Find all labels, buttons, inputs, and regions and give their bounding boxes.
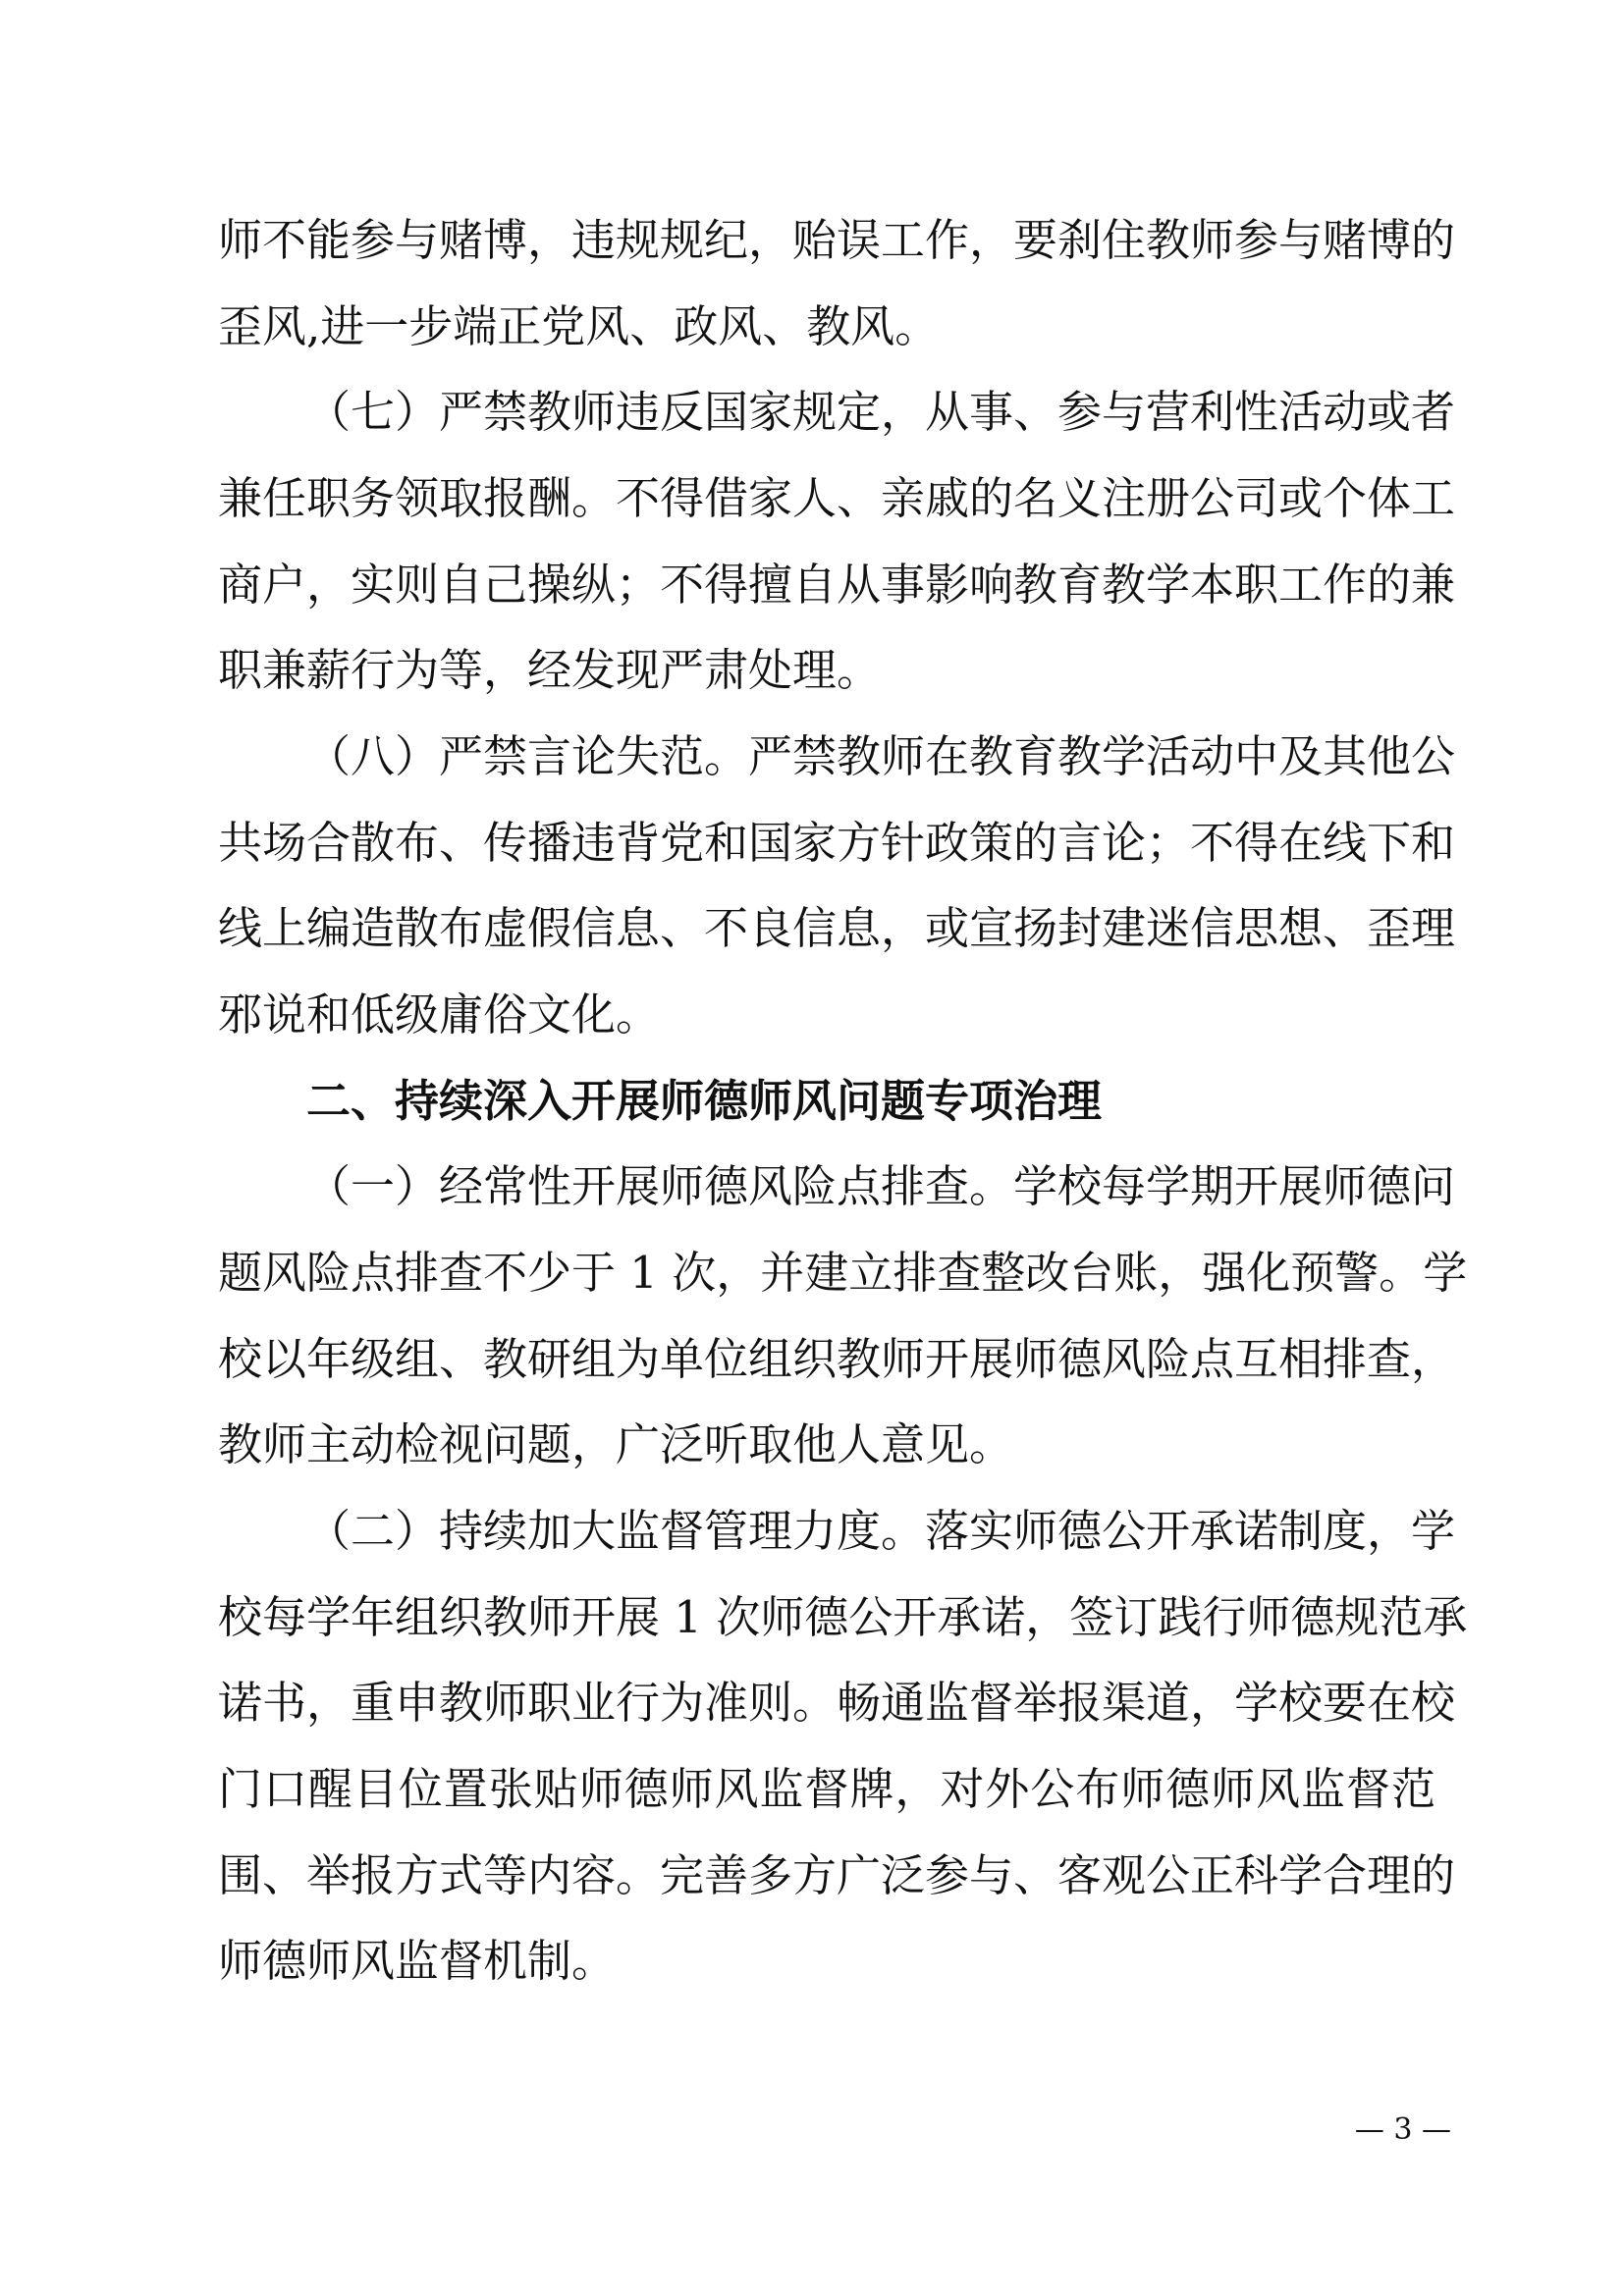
- paragraph-line: 教师主动检视问题，广泛听取他人意见。: [218, 1418, 1014, 1470]
- paragraph-line: 围、举报方式等内容。完善多方广泛参与、客观公正科学合理的: [218, 1849, 1456, 1901]
- paragraph-line: 共场合散布、传播违背党和国家方针政策的言论；不得在线下和: [218, 817, 1456, 869]
- paragraph-line: 兼任职务领取报酬。不得借家人、亲戚的名义注册公司或个体工: [218, 472, 1456, 524]
- page-number: — 3 —: [1354, 2112, 1451, 2147]
- paragraph-line: 诺书，重申教师职业行为准则。畅通监督举报渠道，学校要在校: [218, 1677, 1456, 1729]
- paragraph-line: 线上编造散布虚假信息、不良信息，或宣扬封建迷信思想、歪理: [218, 902, 1456, 954]
- paragraph-line: 校每学年组织教师开展 1 次师德公开承诺，签订践行师德规范承: [218, 1591, 1468, 1643]
- paragraph-line: （七）严禁教师违反国家规定，从事、参与营利性活动或者: [306, 386, 1456, 438]
- paragraph-line: 师德师风监督机制。: [218, 1935, 617, 1987]
- paragraph-line: 题风险点排查不少于 1 次，并建立排查整改台账，强化预警。学: [218, 1247, 1468, 1299]
- paragraph-line: 门口醒目位置张贴师德师风监督牌，对外公布师德师风监督范: [218, 1763, 1435, 1815]
- paragraph-line: （八）严禁言论失范。严禁教师在教育教学活动中及其他公: [306, 730, 1456, 782]
- paragraph-line: 职兼薪行为等，经发现严肃处理。: [218, 644, 882, 696]
- paragraph-line: 商户，实则自己操纵；不得擅自从事影响教育教学本职工作的兼: [218, 559, 1456, 611]
- section-heading: 二、持续深入开展师德师风问题专项治理: [306, 1075, 1103, 1127]
- paragraph-line: 邪说和低级庸俗文化。: [218, 988, 661, 1041]
- paragraph-line: 校以年级组、教研组为单位组织教师开展师德风险点互相排查，: [218, 1333, 1456, 1385]
- paragraph-line: （一）经常性开展师德风险点排查。学校每学期开展师德问: [306, 1160, 1456, 1212]
- paragraph-line: （二）持续加大监督管理力度。落实师德公开承诺制度，学: [306, 1505, 1456, 1557]
- paragraph-line: 师不能参与赌博，违规规纪，贻误工作，要刹住教师参与赌博的: [218, 214, 1456, 266]
- paragraph-line: 歪风,进一步端正党风、政风、教风。: [218, 300, 940, 352]
